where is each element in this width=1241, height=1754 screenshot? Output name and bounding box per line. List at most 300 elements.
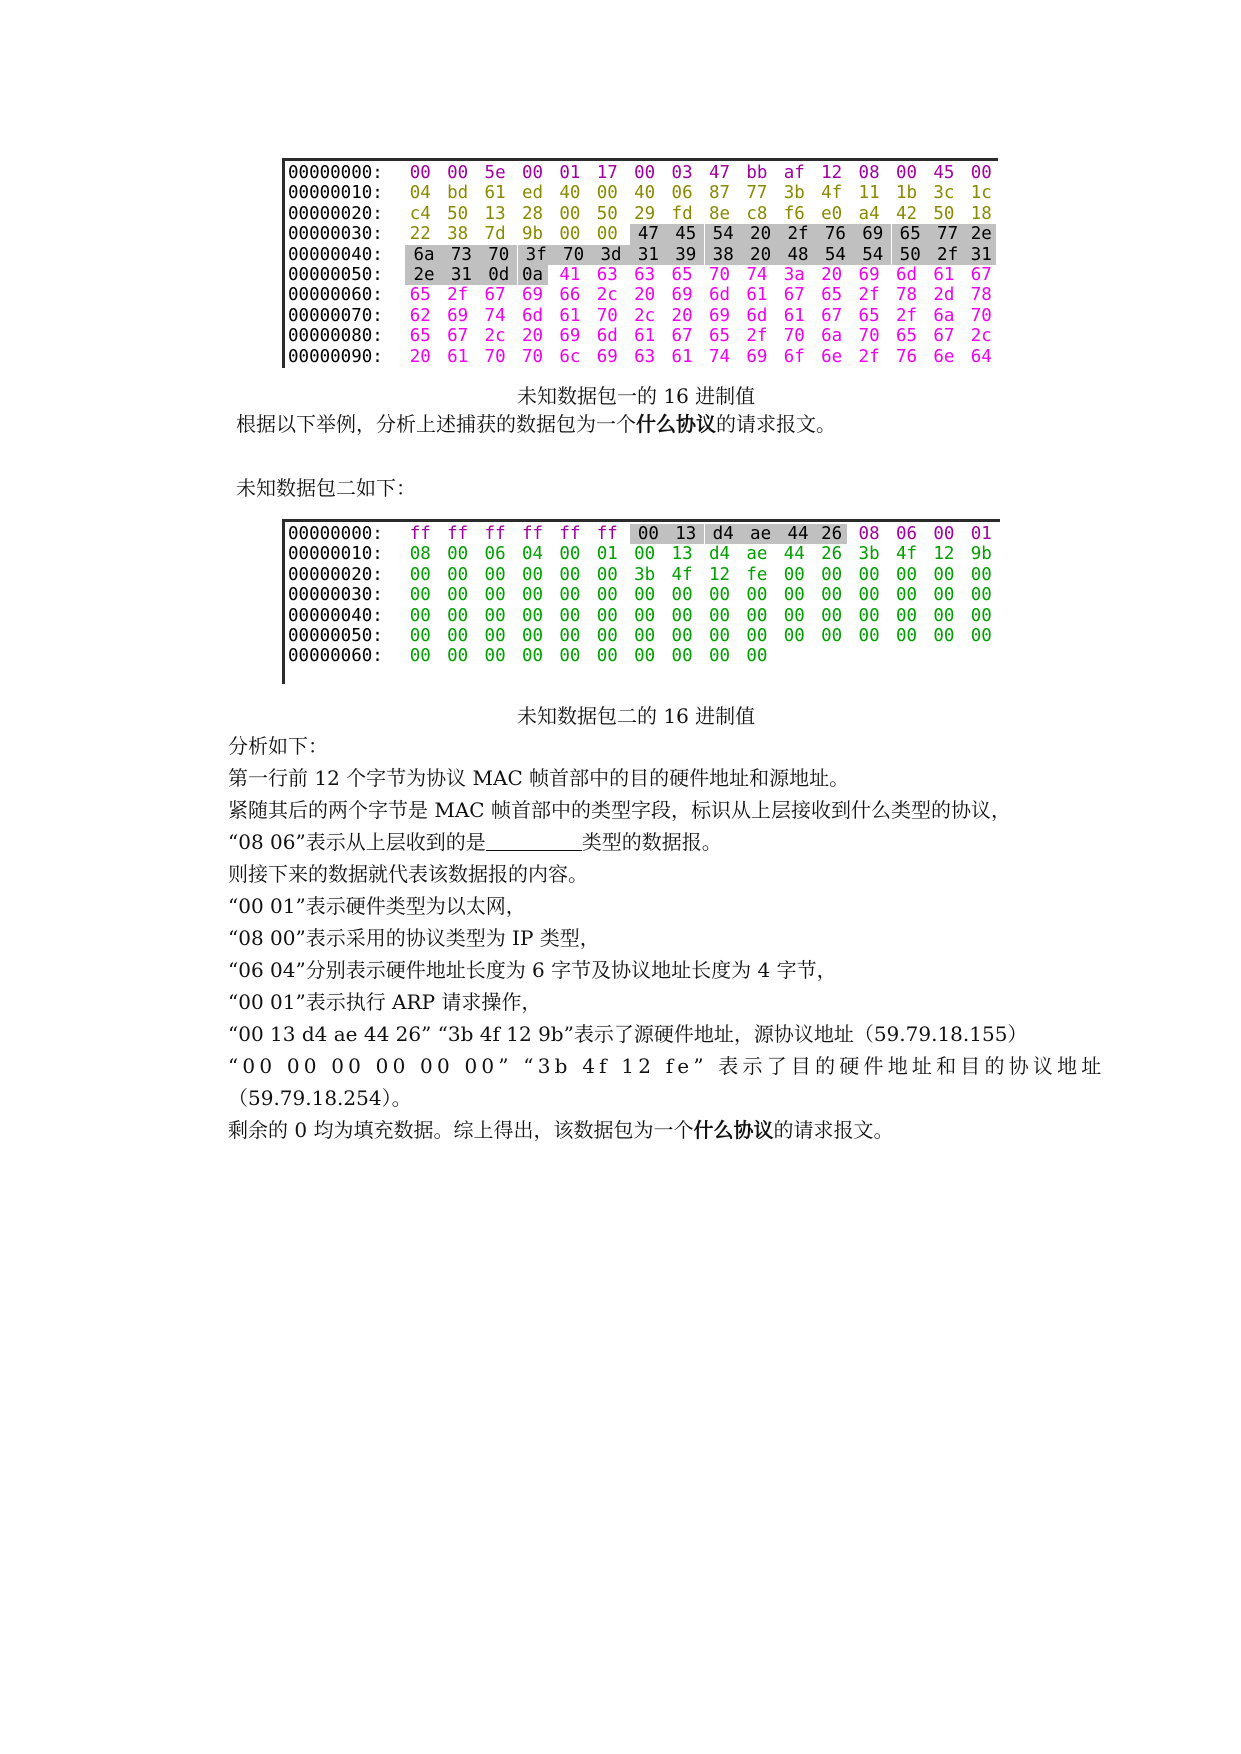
hex-byte: 00 <box>596 585 618 606</box>
hex-address: 00000000: <box>288 163 383 183</box>
hex-byte: fd <box>671 203 693 224</box>
hex-byte: 00 <box>671 625 693 646</box>
hex-byte: 66 <box>559 285 581 306</box>
hex-row <box>285 163 998 183</box>
hex-byte: ff <box>409 524 431 544</box>
hex-address: 00000080: <box>288 326 383 347</box>
analysis-line-9: “00 13 d4 ae 44 26” “3b 4f 12 9b”表示了源硬件地址，源协议地址（59.79.18.155） <box>228 1022 1028 1046</box>
hex-byte: 00 <box>858 625 880 646</box>
hex-byte: 00 <box>447 163 469 183</box>
hex-byte: 1c <box>970 183 992 204</box>
hex-byte: 74 <box>484 305 506 326</box>
hex-byte: af <box>783 163 805 183</box>
hex-row <box>285 347 998 367</box>
hex-byte: 61 <box>559 305 581 326</box>
hex-byte: 42 <box>895 203 918 224</box>
hex-byte: 2f <box>895 305 918 326</box>
hex-byte: 12 <box>708 564 731 585</box>
hex-byte: 61 <box>671 346 693 367</box>
hex-address: 00000020: <box>288 564 383 585</box>
hex-byte: 3a <box>783 264 805 285</box>
hex-dump-packet-one <box>282 158 998 368</box>
hex-byte: 08 <box>858 163 880 183</box>
hex-row <box>285 606 1000 626</box>
hex-byte: 00 <box>895 625 918 646</box>
hex-byte: 0d <box>480 265 517 285</box>
hex-byte: 3f <box>518 245 555 265</box>
hex-byte: 00 <box>596 224 618 245</box>
hex-byte: 65 <box>409 285 431 306</box>
hex-byte: ff <box>559 524 581 544</box>
hex-byte: 63 <box>634 346 656 367</box>
hex-byte: c8 <box>746 203 768 224</box>
hex-byte: 00 <box>783 625 805 646</box>
hex-byte: 3d <box>592 245 629 265</box>
hex-byte: 4f <box>895 544 918 565</box>
hex-byte: 64 <box>970 346 992 367</box>
hex-byte: 00 <box>746 605 768 626</box>
hex-byte: 00 <box>895 163 918 183</box>
analysis-line-7: “06 04”分别表示硬件地址长度为 6 字节及协议地址长度为 4 字节， <box>228 958 837 982</box>
hex-byte: 2f <box>447 285 469 306</box>
hex-byte: 00 <box>970 163 992 183</box>
hex-byte: 26 <box>821 544 843 565</box>
hex-byte: 6d <box>746 305 768 326</box>
hex-byte: 00 <box>447 564 469 585</box>
hex-byte: 00 <box>484 585 506 606</box>
analysis-line-11: （59.79.18.254）。 <box>228 1086 412 1110</box>
hex-byte: 01 <box>559 163 581 183</box>
hex-byte: 70 <box>480 245 517 265</box>
hex-byte: 00 <box>858 564 880 585</box>
hex-byte: 26 <box>817 524 847 544</box>
hex-byte: 00 <box>634 163 656 183</box>
analysis-line-5: “00 01”表示硬件类型为以太网， <box>228 894 526 918</box>
hex-byte: 00 <box>708 625 731 646</box>
hex-row <box>285 183 998 203</box>
hex-byte: a4 <box>858 203 880 224</box>
hex-byte: 0a <box>518 265 548 285</box>
hex-byte: 12 <box>933 544 955 565</box>
analysis-line-2: 紧随其后的两个字节是 MAC 帧首部中的类型字段，标识从上层接收到什么类型的协议， <box>228 798 1011 822</box>
hex-byte: 76 <box>895 346 918 367</box>
hex-byte: 00 <box>559 625 581 646</box>
hex-byte: fe <box>746 564 768 585</box>
hex-byte: f6 <box>783 203 805 224</box>
hex-byte: 00 <box>671 605 693 626</box>
fill-in-blank[interactable] <box>486 832 582 851</box>
hex-byte: 31 <box>630 245 667 265</box>
hex-byte: 69 <box>521 285 544 306</box>
hex-byte: 03 <box>671 163 693 183</box>
hex-byte: 65 <box>892 224 929 244</box>
hex-row <box>285 524 1000 544</box>
hex-byte: 18 <box>970 203 992 224</box>
hex-byte: 67 <box>970 264 992 285</box>
hex-byte: 3b <box>634 564 656 585</box>
hex-byte: 20 <box>521 326 544 347</box>
hex-byte: 00 <box>708 605 731 626</box>
hex-byte: 29 <box>634 203 656 224</box>
hex-row <box>285 544 1000 564</box>
hex-byte: ff <box>596 524 618 544</box>
hex-byte: 65 <box>708 326 731 347</box>
hex-byte: 2c <box>596 285 618 306</box>
hex-byte: 00 <box>447 544 469 565</box>
hex-row <box>285 204 998 224</box>
hex-byte: 65 <box>858 305 880 326</box>
hex-byte: 69 <box>671 285 693 306</box>
hex-byte: 6d <box>708 285 731 306</box>
hex-byte: 00 <box>559 564 581 585</box>
hex-address: 00000010: <box>288 544 383 565</box>
hex-byte: 67 <box>484 285 506 306</box>
hex-address: 00000040: <box>288 605 383 626</box>
hex-byte: 50 <box>596 203 618 224</box>
hex-byte: 76 <box>817 224 854 244</box>
hex-byte: 7d <box>484 224 506 245</box>
hex-byte: e0 <box>821 203 843 224</box>
hex-byte: 00 <box>447 625 469 646</box>
hex-byte: 00 <box>708 585 731 606</box>
hex-row <box>285 224 998 244</box>
hex-byte: 78 <box>970 285 992 306</box>
hex-byte: 00 <box>409 564 431 585</box>
hex-byte: 00 <box>746 585 768 606</box>
hex-byte: 2f <box>779 224 816 244</box>
hex-row <box>285 245 998 265</box>
hex-byte: 00 <box>409 163 431 183</box>
hex-byte: 00 <box>970 625 992 646</box>
hex-byte: 06 <box>671 183 693 204</box>
hex-byte: 3c <box>933 183 955 204</box>
hex-byte: 41 <box>559 264 581 285</box>
hex-byte: 4f <box>821 183 843 204</box>
hex-byte: 67 <box>783 285 805 306</box>
hex-byte: ff <box>521 524 544 544</box>
hex-byte: 00 <box>484 605 506 626</box>
conclusion-suffix: 的请求报文。 <box>773 1118 894 1142</box>
hex-byte: 00 <box>671 585 693 606</box>
hex-byte: 00 <box>521 605 544 626</box>
hex-byte: 2e <box>966 224 996 244</box>
hex-byte: 28 <box>521 203 544 224</box>
hex-byte: 69 <box>559 326 581 347</box>
hex-address: 00000010: <box>288 183 383 204</box>
hex-byte: 3b <box>858 544 880 565</box>
hex-byte: 2c <box>970 326 992 347</box>
hex-byte: 00 <box>895 585 918 606</box>
hex-byte: d4 <box>705 524 742 544</box>
hex-byte: 00 <box>409 646 431 667</box>
hex-byte: 61 <box>484 183 506 204</box>
hex-byte: 00 <box>521 625 544 646</box>
caption-packet-one: 未知数据包一的 16 进制值 <box>517 384 756 408</box>
hex-byte: 06 <box>484 544 506 565</box>
hex-byte: 73 <box>443 245 480 265</box>
hex-address: 00000060: <box>288 646 383 667</box>
hex-byte: 00 <box>447 646 469 667</box>
hex-byte: 54 <box>854 245 891 265</box>
hex-byte: 9b <box>970 544 992 565</box>
hex-byte: 69 <box>447 305 469 326</box>
hex-byte: 00 <box>521 564 544 585</box>
analysis-line-3-prefix: “08 06”表示从上层收到的是 <box>228 830 486 854</box>
hex-byte: 44 <box>779 524 816 544</box>
hex-address: 00000060: <box>288 285 383 306</box>
hex-byte: 50 <box>447 203 469 224</box>
hex-byte: 2f <box>929 245 966 265</box>
hex-byte: 00 <box>484 646 506 667</box>
hex-byte: 45 <box>667 224 704 244</box>
hex-byte: d4 <box>708 544 731 565</box>
hex-address: 00000090: <box>288 346 383 367</box>
hex-byte: 70 <box>708 264 731 285</box>
hex-byte: 4f <box>671 564 693 585</box>
hex-byte: 87 <box>708 183 731 204</box>
hex-byte: 22 <box>409 224 431 245</box>
hex-byte: 13 <box>484 203 506 224</box>
hex-byte: 6e <box>821 346 843 367</box>
hex-byte: 00 <box>559 605 581 626</box>
hex-row <box>285 326 998 346</box>
conclusion-bold: 什么协议 <box>693 1118 774 1142</box>
hex-byte: 6f <box>783 346 805 367</box>
hex-byte: 70 <box>484 346 506 367</box>
hex-row <box>285 626 1000 646</box>
hex-byte: 00 <box>933 524 955 544</box>
hex-row <box>285 285 998 305</box>
hex-byte: 06 <box>895 524 918 544</box>
hex-byte: 2f <box>858 346 880 367</box>
hex-byte: 38 <box>447 224 469 245</box>
hex-byte: 44 <box>783 544 805 565</box>
hex-byte: 13 <box>671 544 693 565</box>
hex-byte: 00 <box>521 585 544 606</box>
analysis-line-1: 第一行前 12 个字节为协议 MAC 帧首部中的目的硬件地址和源地址。 <box>228 766 850 790</box>
hex-byte: 13 <box>667 524 704 544</box>
hex-byte: 38 <box>705 245 742 265</box>
hex-byte: 00 <box>596 625 618 646</box>
hex-row <box>285 306 998 326</box>
hex-byte: 3b <box>783 183 805 204</box>
hex-byte: 00 <box>559 224 581 245</box>
hex-byte: ed <box>521 183 544 204</box>
hex-byte: 6a <box>405 245 442 265</box>
hex-byte: ae <box>742 524 779 544</box>
hex-byte: 6d <box>596 326 618 347</box>
hex-byte: 2f <box>858 285 880 306</box>
hex-byte: bb <box>746 163 768 183</box>
hex-byte: 00 <box>858 585 880 606</box>
hex-byte: 70 <box>596 305 618 326</box>
hex-byte: 00 <box>895 564 918 585</box>
hex-byte: 2d <box>933 285 955 306</box>
hex-byte: 50 <box>892 245 929 265</box>
hex-byte: 00 <box>970 585 992 606</box>
hex-byte: 69 <box>858 264 880 285</box>
hex-byte: 08 <box>409 544 431 565</box>
hex-byte: 00 <box>559 585 581 606</box>
hex-byte: 70 <box>783 326 805 347</box>
hex-byte: 47 <box>708 163 731 183</box>
hex-byte: 74 <box>746 264 768 285</box>
analysis-line-4: 则接下来的数据就代表该数据报的内容。 <box>228 862 588 886</box>
hex-byte: 00 <box>484 625 506 646</box>
analysis-line-10: “00 00 00 00 00 00” “3b 4f 12 fe” 表示了目的硬件地址和目的协议地址 <box>228 1054 1106 1078</box>
hex-address: 00000070: <box>288 305 383 326</box>
hex-byte: 00 <box>783 605 805 626</box>
hex-row <box>285 265 998 285</box>
hex-byte: 69 <box>596 346 618 367</box>
hex-byte: 00 <box>783 564 805 585</box>
hex-byte: 40 <box>634 183 656 204</box>
conclusion-prefix: 剩余的 0 均为填充数据。综上得出，该数据包为一个 <box>228 1118 694 1142</box>
hex-byte: 61 <box>746 285 768 306</box>
hex-byte: 61 <box>933 264 955 285</box>
hex-address: 00000030: <box>288 585 383 606</box>
hex-byte: 00 <box>746 646 768 667</box>
hex-byte: 00 <box>970 605 992 626</box>
hex-byte: 00 <box>671 646 693 667</box>
hex-byte: 12 <box>821 163 843 183</box>
hex-byte: 00 <box>821 605 843 626</box>
hex-byte: 08 <box>858 524 880 544</box>
hex-byte: 00 <box>933 564 955 585</box>
hex-byte: 70 <box>970 305 992 326</box>
hex-byte: 2e <box>405 265 442 285</box>
hex-byte: 62 <box>409 305 431 326</box>
hex-byte: 00 <box>484 564 506 585</box>
hex-byte: 61 <box>634 326 656 347</box>
hex-dump-packet-two <box>282 519 1000 684</box>
question-prefix: 根据以下举例，分析上述捕获的数据包为一个 <box>236 412 636 436</box>
hex-byte: 00 <box>630 524 667 544</box>
hex-byte: 00 <box>596 183 618 204</box>
hex-byte: ff <box>484 524 506 544</box>
hex-row <box>285 585 1000 605</box>
hex-address: 00000050: <box>288 625 383 646</box>
hex-byte: 40 <box>559 183 581 204</box>
hex-byte: 74 <box>708 346 731 367</box>
hex-byte: 00 <box>409 585 431 606</box>
hex-byte: 6d <box>521 305 544 326</box>
hex-address: 00000000: <box>288 524 383 544</box>
hex-byte: 17 <box>596 163 618 183</box>
hex-address: 00000030: <box>288 224 383 245</box>
hex-byte: 61 <box>447 346 469 367</box>
hex-row <box>285 646 1000 666</box>
hex-address: 00000040: <box>288 244 383 265</box>
hex-byte: 00 <box>559 203 581 224</box>
hex-byte: 00 <box>521 646 544 667</box>
hex-byte: 04 <box>409 183 431 204</box>
hex-byte: 70 <box>858 326 880 347</box>
hex-byte: 63 <box>596 264 618 285</box>
hex-row <box>285 565 1000 585</box>
analysis-conclusion <box>228 1114 893 1146</box>
hex-byte: 1b <box>895 183 918 204</box>
analysis-line-3-suffix: 类型的数据报。 <box>581 830 722 854</box>
hex-byte: 00 <box>933 585 955 606</box>
question-suffix: 的请求报文。 <box>716 412 836 436</box>
hex-byte: 69 <box>854 224 891 244</box>
hex-byte: 69 <box>746 346 768 367</box>
hex-byte: 31 <box>443 265 480 285</box>
hex-byte: 39 <box>667 245 704 265</box>
hex-byte: 70 <box>555 245 592 265</box>
hex-byte: 00 <box>821 564 843 585</box>
hex-byte: 00 <box>708 646 731 667</box>
hex-byte: 65 <box>895 326 918 347</box>
analysis-line-8: “00 01”表示执行 ARP 请求操作， <box>228 990 542 1014</box>
hex-byte: 00 <box>746 625 768 646</box>
hex-byte: 00 <box>521 163 544 183</box>
hex-byte: 20 <box>409 346 431 367</box>
caption-packet-two: 未知数据包二的 16 进制值 <box>517 704 756 728</box>
hex-byte: 47 <box>630 224 667 244</box>
hex-byte: 69 <box>708 305 731 326</box>
hex-byte: 31 <box>966 245 996 265</box>
hex-byte: 50 <box>933 203 955 224</box>
hex-byte: 8e <box>708 203 731 224</box>
hex-byte: 77 <box>929 224 966 244</box>
question-bold: 什么协议 <box>636 412 716 436</box>
hex-byte: c4 <box>409 203 431 224</box>
hex-byte: 00 <box>596 646 618 667</box>
hex-byte: 11 <box>858 183 880 204</box>
hex-byte: 00 <box>409 625 431 646</box>
hex-byte: 67 <box>821 305 843 326</box>
hex-byte: 9b <box>521 224 544 245</box>
analysis-line-3 <box>228 826 722 858</box>
hex-byte: 00 <box>821 625 843 646</box>
hex-byte: 45 <box>933 163 955 183</box>
hex-byte: 6a <box>933 305 955 326</box>
hex-byte: 20 <box>671 305 693 326</box>
hex-address: 00000050: <box>288 264 383 285</box>
hex-byte: 00 <box>559 646 581 667</box>
hex-byte: 48 <box>779 245 816 265</box>
hex-byte: 6a <box>821 326 843 347</box>
hex-byte: 00 <box>634 646 656 667</box>
hex-byte: bd <box>447 183 469 204</box>
hex-byte: 00 <box>409 605 431 626</box>
hex-byte: 20 <box>742 245 779 265</box>
question-text <box>236 408 836 440</box>
hex-byte: 00 <box>858 605 880 626</box>
hex-address: 00000020: <box>288 203 383 224</box>
hex-byte: 00 <box>447 605 469 626</box>
hex-byte: 00 <box>783 585 805 606</box>
hex-byte: 20 <box>742 224 779 244</box>
hex-byte: 00 <box>559 544 581 565</box>
hex-byte: 00 <box>634 585 656 606</box>
hex-byte: 77 <box>746 183 768 204</box>
hex-byte: 00 <box>596 605 618 626</box>
analysis-heading: 分析如下： <box>228 734 328 758</box>
hex-byte: 20 <box>821 264 843 285</box>
hex-byte: 00 <box>447 585 469 606</box>
hex-byte: 63 <box>634 264 656 285</box>
hex-byte: 01 <box>596 544 618 565</box>
hex-byte: ff <box>447 524 469 544</box>
hex-byte: 65 <box>821 285 843 306</box>
hex-byte: 01 <box>970 524 992 544</box>
hex-byte: 00 <box>933 625 955 646</box>
hex-byte: 65 <box>409 326 431 347</box>
hex-byte: 70 <box>521 346 544 367</box>
